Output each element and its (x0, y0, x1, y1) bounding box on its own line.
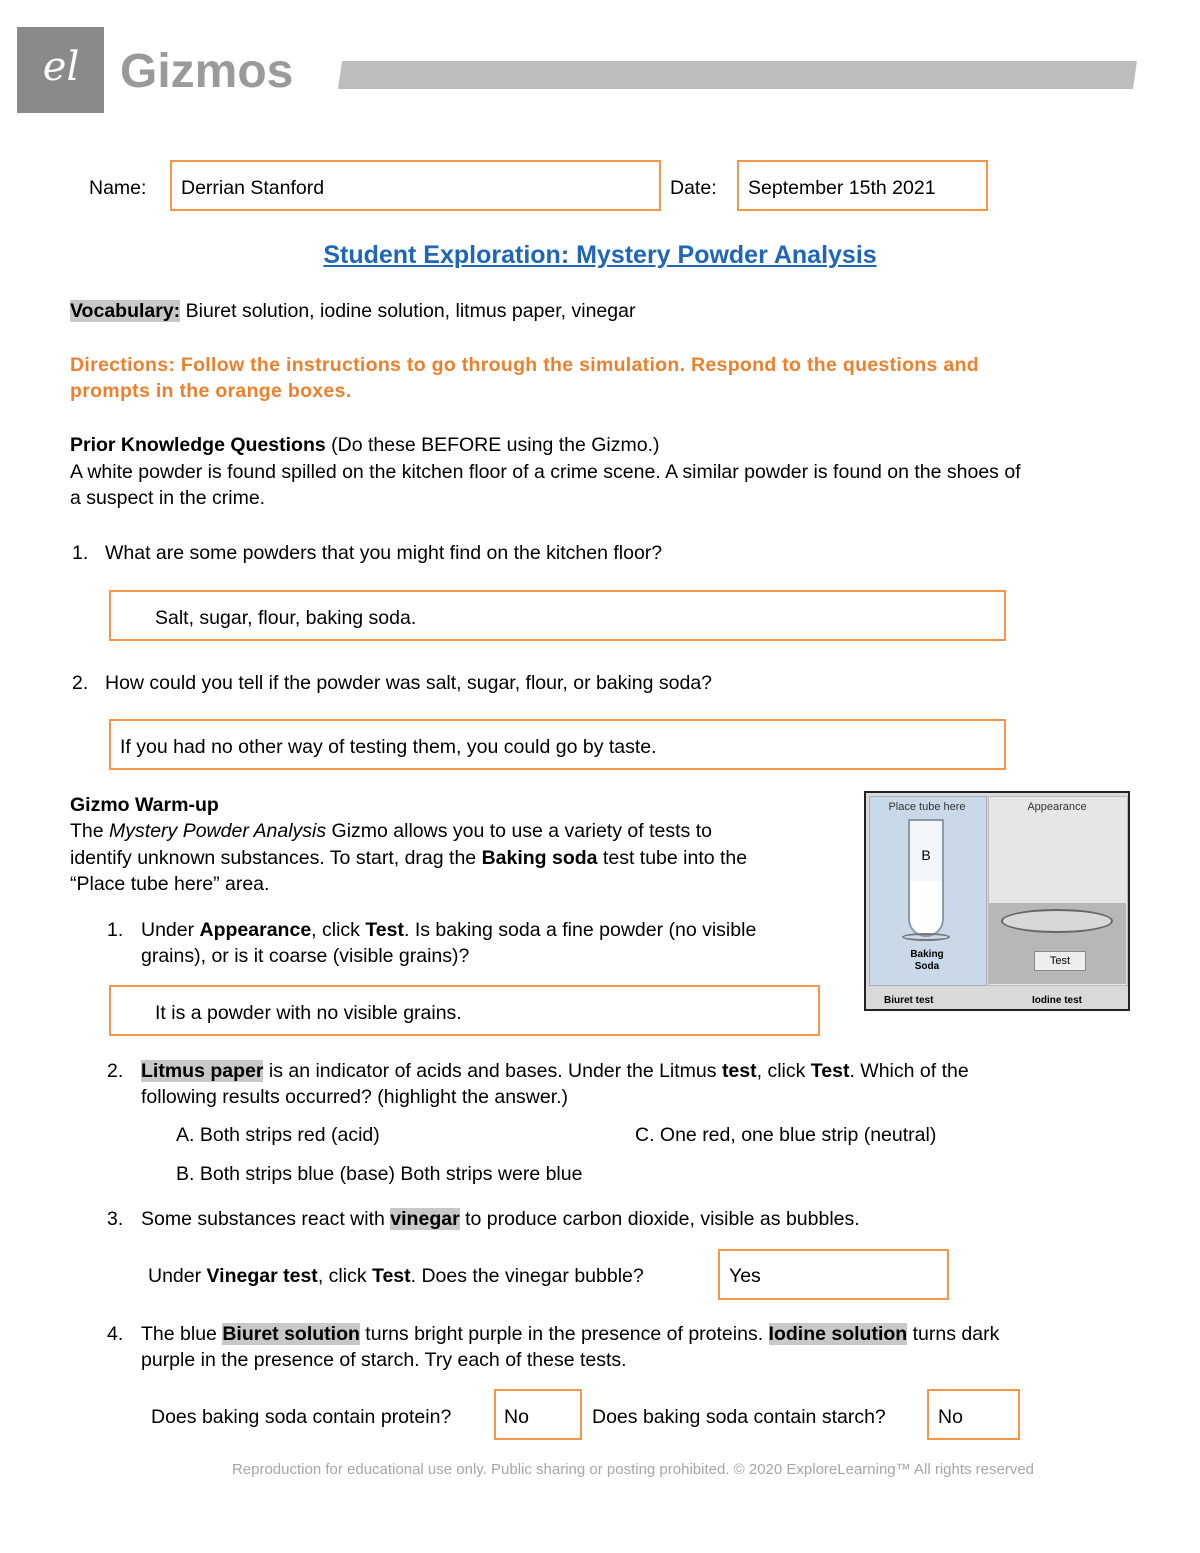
warmup-para-2 (70, 845, 747, 871)
warmup-text: Gizmo allows you to use a variety of tests to (326, 820, 712, 842)
option-b[interactable]: B. Both strips blue (base) Both strips were blue (176, 1163, 583, 1185)
warmup-heading (70, 792, 219, 818)
gizmo-name: Mystery Powder Analysis (109, 820, 327, 842)
q4-text: turns dark (907, 1323, 1000, 1345)
warmup-q4-number: 4. (107, 1323, 124, 1345)
vocabulary-line (70, 298, 635, 324)
warmup-q2-number: 2. (107, 1060, 124, 1082)
litmus-term: Litmus paper (141, 1060, 264, 1082)
warmup-q4-line-1 (141, 1321, 999, 1347)
q3-text: Some substances react with (141, 1208, 391, 1230)
prior-q2-number: 2. (72, 672, 89, 694)
tube-stand (902, 933, 950, 941)
starch-answer: No (938, 1406, 963, 1428)
protein-answer: No (504, 1406, 529, 1428)
starch-question: Does baking soda contain starch? (592, 1406, 886, 1428)
vocabulary-terms: Biuret solution, iodine solution, litmus paper, vinegar (180, 300, 636, 322)
warmup-heading-text: Gizmo Warm-up (70, 794, 219, 816)
prior-q1-number: 1. (72, 542, 89, 564)
directions-line-1: Directions: Follow the instructions to go through the simulation. Respond to the questions and (70, 354, 979, 376)
sample-dish (1001, 909, 1113, 933)
baking-soda-term: Baking soda (481, 847, 598, 869)
warmup-para-1 (70, 818, 712, 844)
vinegar-term: vinegar (390, 1208, 460, 1230)
prior-intro-1: A white powder is found spilled on the kitchen floor of a crime scene. A similar powder is found on the shoes of (70, 461, 1021, 483)
warmup-a3-text: Yes (729, 1265, 761, 1287)
tube-letter: B (921, 847, 931, 863)
warmup-q4-line-2: purple in the presence of starch. Try each of these tests. (141, 1349, 627, 1371)
prior-intro-2: a suspect in the crime. (70, 487, 266, 509)
q2-text: , click (756, 1060, 811, 1082)
prior-heading (70, 432, 660, 458)
vocabulary-label: Vocabulary: (70, 300, 181, 322)
prior-heading-note: (Do these BEFORE using the Gizmo.) (325, 434, 660, 456)
warmup-text: identify unknown substances. To start, drag the (70, 847, 482, 869)
place-tube-label: Place tube here (888, 801, 966, 813)
q2-text: . Which of the (849, 1060, 969, 1082)
prior-a2-text: If you had no other way of testing them, you could go by taste. (120, 736, 657, 758)
q4-text: turns bright purple in the presence of proteins. (359, 1323, 769, 1345)
warmup-q2-line-1 (141, 1058, 969, 1084)
q3-text: . Does the vinegar bubble? (410, 1265, 644, 1287)
warmup-q1-number: 1. (107, 919, 124, 941)
date-label: Date: (670, 177, 717, 199)
warmup-para-3: “Place tube here” area. (70, 873, 270, 895)
test-term: Test (371, 1265, 411, 1287)
appearance-label: Appearance (1027, 801, 1087, 813)
warmup-q1-line-2: grains), or is it coarse (visible grains)? (141, 945, 470, 967)
warmup-text: test tube into the (597, 847, 748, 869)
warmup-q2-line-2: following results occurred? (highlight the answer.) (141, 1086, 569, 1108)
q3-text: to produce carbon dioxide, visible as bubbles. (459, 1208, 860, 1230)
q3-text: Under (148, 1265, 207, 1287)
header-bar (338, 61, 1137, 89)
vinegar-test-term: Vinegar test (206, 1265, 318, 1287)
logo-letters: el (42, 44, 80, 90)
q3-text: , click (317, 1265, 372, 1287)
iodine-term: Iodine solution (768, 1323, 908, 1345)
warmup-q3-line (141, 1206, 860, 1232)
prior-q2-text: How could you tell if the powder was salt, sugar, flour, or baking soda? (105, 672, 713, 694)
prior-heading-title: Prior Knowledge Questions (70, 434, 326, 456)
test-term: Test (810, 1060, 850, 1082)
tube-label-1: Baking (910, 949, 944, 960)
q1-text: . Is baking soda a fine powder (no visible (404, 919, 757, 941)
warmup-q3-number: 3. (107, 1208, 124, 1230)
option-c[interactable]: C. One red, one blue strip (neutral) (635, 1124, 937, 1146)
appearance-test-button[interactable]: Test (1034, 951, 1086, 971)
footer-copyright: Reproduction for educational use only. Public sharing or posting prohibited. © 2020 ExploreLearning™ All rights reserved (231, 1461, 1035, 1478)
warmup-q1-line-1 (141, 917, 756, 943)
tube-label-2: Soda (914, 961, 940, 972)
biuret-label: Biuret test (884, 995, 934, 1006)
warmup-text: The (70, 820, 110, 842)
warmup-a1-text: It is a powder with no visible grains. (155, 1002, 462, 1024)
q2-text: is an indicator of acids and bases. Under the Litmus (263, 1060, 722, 1082)
q4-text: The blue (141, 1323, 223, 1345)
warmup-q3-sub (148, 1263, 644, 1289)
biuret-term: Biuret solution (222, 1323, 360, 1345)
name-label: Name: (89, 177, 147, 199)
iodine-label: Iodine test (1032, 995, 1083, 1006)
date-value: September 15th 2021 (748, 177, 936, 199)
prior-a1-text: Salt, sugar, flour, baking soda. (155, 607, 417, 629)
prior-q1-text: What are some powders that you might find on the kitchen floor? (105, 542, 663, 564)
directions-line-2: prompts in the orange boxes. (70, 380, 352, 402)
appearance-term: Appearance (199, 919, 312, 941)
gizmo-screenshot (864, 791, 1130, 1011)
powder-fill (910, 881, 942, 935)
page-title: Student Exploration: Mystery Powder Analysis (323, 241, 877, 269)
protein-question: Does baking soda contain protein? (151, 1406, 452, 1428)
q1-text: , click (311, 919, 366, 941)
test-term: test (721, 1060, 757, 1082)
q1-text: Under (141, 919, 200, 941)
name-value: Derrian Stanford (181, 177, 325, 199)
option-a[interactable]: A. Both strips red (acid) (176, 1124, 380, 1146)
brand-name: Gizmos (120, 45, 294, 98)
test-term: Test (365, 919, 404, 941)
